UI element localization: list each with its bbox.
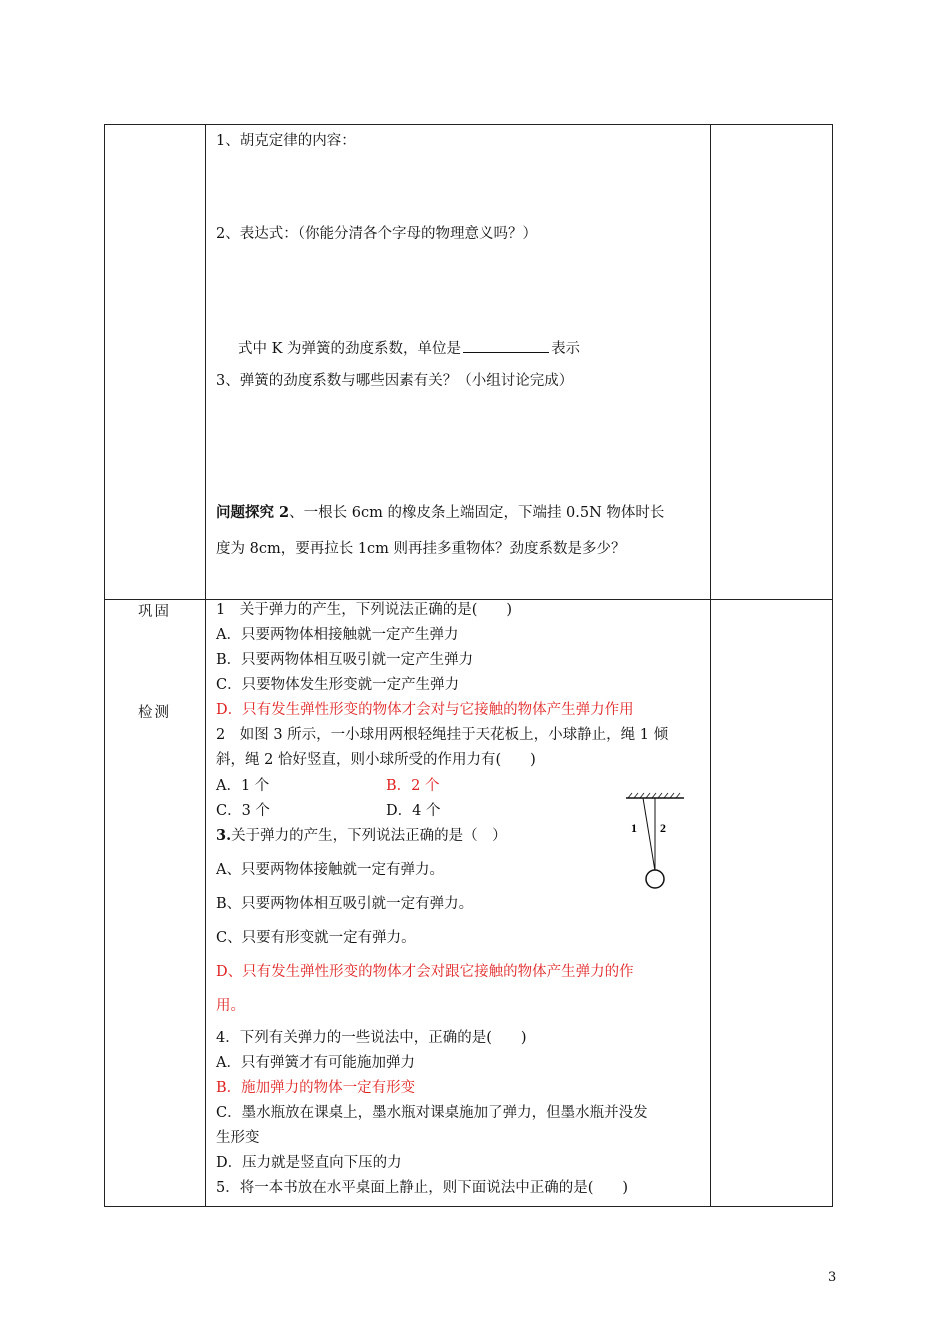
pendulum-figure (622, 792, 692, 892)
q3-option-d-line-2: 用。 (216, 998, 245, 1014)
figure-label-2: 2 (660, 821, 666, 835)
q2-option-a: A．1 个 (216, 778, 270, 794)
q1-option-c: C．只要物体发生形变就一定产生弹力 (216, 677, 460, 693)
q2-option-c: C．3 个 (216, 803, 270, 819)
label-cell (105, 125, 206, 600)
page-number: 3 (828, 1270, 837, 1285)
q2-option-d: D．4 个 (386, 803, 441, 819)
q1-option-b: B．只要两物体相互吸引就一定产生弹力 (216, 652, 474, 668)
notes-cell (711, 600, 833, 1207)
q4-option-c-line-1: C．墨水瓶放在课桌上，墨水瓶对课桌施加了弹力，但墨水瓶并没发 (216, 1105, 648, 1121)
q3-option-a: A、只要两物体接触就一定有弹力。 (216, 862, 444, 878)
q3-text: 关于弹力的产生，下列说法正确的是（ ） (231, 828, 507, 844)
k-definition-line (238, 338, 580, 359)
worksheet-table (104, 124, 833, 1207)
question-stiffness-factors: 3、弹簧的劲度系数与哪些因素有关？（小组讨论完成） (216, 373, 574, 389)
q2-option-b: B．2 个 (386, 778, 440, 794)
q4-option-b: B．施加弹力的物体一定有形变 (216, 1080, 416, 1096)
question-hooke-content: 1、胡克定律的内容： (216, 133, 356, 149)
q3-option-c: C、只要有形变就一定有弹力。 (216, 930, 416, 946)
q4-option-d: D．压力就是竖直向下压的力 (216, 1155, 402, 1171)
q1-option-d: D．只有发生弹性形变的物体才会对与它接触的物体产生弹力作用 (216, 702, 634, 718)
q4-stem: 4．下列有关弹力的一些说法中，正确的是( ) (216, 1030, 527, 1046)
label-cell (105, 600, 206, 1207)
problem-line-1 (216, 503, 664, 523)
problem-label: 问题探究 2 (216, 504, 290, 521)
k-definition-text: 式中 K 为弹簧的劲度系数，单位是 (238, 341, 462, 357)
q1-stem: 1 关于弹力的产生，下列说法正确的是( ) (216, 602, 513, 618)
content-cell (206, 600, 711, 1207)
q2-stem-line-2: 斜，绳 2 恰好竖直，则小球所受的作用力有( ) (216, 752, 536, 768)
q1-option-a: A．只要两物体相接触就一定产生弹力 (216, 627, 459, 643)
q3-stem (216, 826, 507, 846)
k-definition-suffix: 表示 (551, 341, 581, 357)
question-expression: 2、表达式：（你能分清各个字母的物理意义吗？） (216, 226, 537, 242)
section-label-bottom: 检测 (138, 705, 171, 721)
figure-label-1: 1 (631, 821, 637, 835)
q3-number: 3. (216, 827, 232, 844)
problem-text-1: 、一根长 6cm 的橡皮条上端固定，下端挂 0.5N 物体时长 (289, 505, 665, 521)
table-row (105, 600, 833, 1207)
q3-option-b: B、只要两物体相互吸引就一定有弹力。 (216, 896, 474, 912)
section-label-top: 巩固 (138, 604, 171, 620)
unit-blank[interactable] (463, 338, 549, 353)
q2-stem-line-1: 2 如图 3 所示，一小球用两根轻绳挂于天花板上，小球静止，绳 1 倾 (216, 727, 669, 743)
content-cell (206, 125, 711, 600)
q3-option-d-line-1: D、只有发生弹性形变的物体才会对跟它接触的物体产生弹力的作 (216, 964, 634, 980)
q2-options-row-1 (216, 776, 440, 796)
q4-option-c-line-2: 生形变 (216, 1130, 260, 1146)
q2-options-row-2 (216, 801, 440, 821)
notes-cell (711, 125, 833, 600)
q4-option-a: A．只有弹簧才有可能施加弹力 (216, 1055, 415, 1071)
q5-stem: 5．将一本书放在水平桌面上静止，则下面说法中正确的是( ) (216, 1180, 629, 1196)
problem-line-2: 度为 8cm，要再拉长 1cm 则再挂多重物体？劲度系数是多少？ (216, 541, 626, 557)
table-row (105, 125, 833, 600)
